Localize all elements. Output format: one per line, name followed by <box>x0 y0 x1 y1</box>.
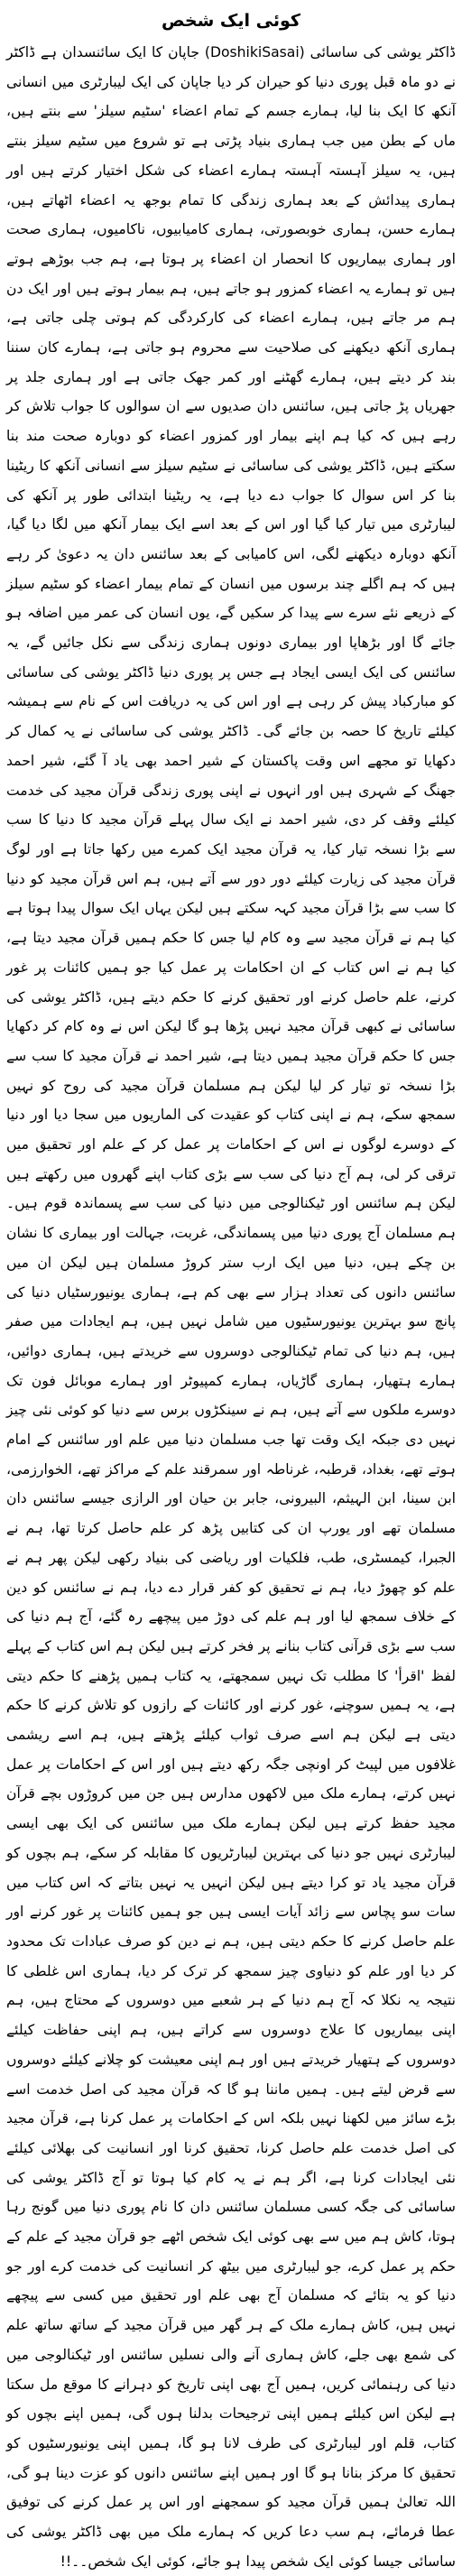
article-body: ڈاکٹر یوشی کی ساسائی (DoshikiSasai) جاپان کا ایک سائنسدان ہے ڈاکٹر نے دو ماہ قبل پوری دنیا کو حیران کر دیا جاپان کی ایک لیبارٹری میں انسانی آنکھ کا ایک بنا لیا، ہمارے جسم کے تمام اعضاء 'سٹیم سیلز' سے بنتے ہیں، ماں کے بطن میں جب ہماری بنیاد پڑتی ہے تو شروع میں سٹیم سیلز بنتے ہیں، یہ سیلز آہستہ آہستہ ہمارے اعضاء کی شکل اختیار کرتے ہیں اور ہماری پیدائش کے بعد ہماری زندگی کا تمام بوجھ یہ اعضاء اٹھاتے ہیں، ہمارے حسن، ہماری خوبصورتی، ہماری کامیابیوں، ناکامیوں، ہماری صحت اور ہماری بیماریوں کا انحصار ان اعضاء پر ہوتا ہے، ہم جب بوڑھے ہوتے ہیں تو ہمارے یہ اعضاء کمزور ہو جاتے ہیں، ہم بیمار ہوتے ہیں اور ایک دن ہم مر جاتے ہیں، ہمارے اعضاء کی کارکردگی کم ہوتی چلی جاتی ہے، ہماری آنکھ دیکھنے کی صلاحیت سے محروم ہو جاتی ہے، ہمارے کان سننا بند کر دیتے ہیں، ہمارے گھٹنے اور کمر جھک جاتی ہے اور ہماری جلد پر جھریاں پڑ جاتی ہیں، سائنس دان صدیوں سے ان سوالوں کا جواب تلاش کر رہے ہیں کہ کیا ہم اپنے بیمار اور کمزور اعضاء کو دوبارہ صحت مند بنا سکتے ہیں، ڈاکٹر یوشی کی ساسائی نے سٹیم سیلز سے انسانی آنکھ کا ریٹینا بنا کر اس سوال کا جواب دے دیا ہے، یہ ریٹینا ابتدائی طور پر آنکھ کی لیبارٹری میں تیار کیا گیا اور اس کے بعد اسے ایک بیمار آنکھ میں لگا دیا گیا، آنکھ دوبارہ دیکھنے لگی، اس کامیابی کے بعد سائنس دان یہ دعویٰ کر رہے ہیں کہ ہم اگلے چند برسوں میں انسان کے تمام بیمار اعضاء کو سٹیم سیلز کے ذریعے نئے سرے سے پیدا کر سکیں گے، یوں انسان کی عمر میں اضافہ ہو جائے گا اور بڑھاپا اور بیماری دونوں ہماری زندگی سے نکل جائیں گے، یہ سائنس کی ایک ایسی ایجاد ہے جس پر پوری دنیا ڈاکٹر یوشی کی ساسائی کو مبارکباد پیش کر رہی ہے اور اس کی یہ دریافت اس کے نام سے ہمیشہ کیلئے تاریخ کا حصہ بن جائے گی۔ ڈاکٹر یوشی کی ساسائی نے یہ کمال کر دکھایا تو مجھے اس وقت پاکستان کے شیر احمد بھی یاد آ گئے، شیر احمد جھنگ کے شہری ہیں اور انہوں نے اپنی پوری زندگی قرآن مجید کی خدمت کیلئے وقف کر دی، شیر احمد نے ایک سال پہلے قرآن مجید کا دنیا کا سب سے بڑا نسخہ تیار کیا، یہ قرآن مجید ایک کمرے میں رکھا جاتا ہے اور لوگ قرآن مجید کی زیارت کیلئے دور دور سے آتے ہیں، ہم اس قرآن مجید کو دنیا کا سب سے بڑا قرآن مجید کہہ سکتے ہیں لیکن یہاں ایک سوال پیدا ہوتا ہے کیا ہم نے قرآن مجید سے وہ کام لیا جس کا حکم ہمیں قرآن مجید دیتا ہے، کیا ہم نے اس کتاب کے ان احکامات پر عمل کیا جو ہمیں کائنات پر غور کرنے، علم حاصل کرنے اور تحقیق کرنے کا حکم دیتے ہیں، ڈاکٹر یوشی کی ساسائی نے کبھی قرآن مجید نہیں پڑھا ہو گا لیکن اس نے وہ کام کر دکھایا جس کا حکم قرآن مجید ہمیں دیتا ہے، شیر احمد نے قرآن مجید کا سب سے بڑا نسخہ تو تیار کر لیا لیکن ہم مسلمان قرآن مجید کی روح کو نہیں سمجھ سکے، ہم نے اپنی کتاب کو عقیدت کی الماریوں میں سجا دیا اور دنیا کے دوسرے لوگوں نے اس کے احکامات پر عمل کر کے علم اور تحقیق میں ترقی کر لی، ہم آج دنیا کی سب سے بڑی کتاب اپنے گھروں میں رکھتے ہیں لیکن ہم سائنس اور ٹیکنالوجی میں دنیا کی سب سے پسماندہ قوم ہیں۔ ہم مسلمان آج پوری دنیا میں پسماندگی، غربت، جہالت اور بیماری کا نشان بن چکے ہیں، دنیا میں ایک ارب ستر کروڑ مسلمان ہیں لیکن ان میں سائنس دانوں کی تعداد ہزار سے بھی کم ہے، ہماری یونیورسٹیاں دنیا کی پانچ سو بہترین یونیورسٹیوں میں شامل نہیں ہیں، ہم ایجادات میں صفر ہیں، ہم دنیا کی تمام ٹیکنالوجی دوسروں سے خریدتے ہیں، ہماری دوائیں، ہمارے ہتھیار، ہماری گاڑیاں، ہمارے کمپیوٹر اور ہمارے موبائل فون تک دوسرے ملکوں سے آتے ہیں، ہم نے سینکڑوں برس سے دنیا کو کوئی نئی چیز نہیں دی جبکہ ایک وقت تھا جب مسلمان دنیا میں علم اور سائنس کے امام ہوتے تھے، بغداد، قرطبہ، غرناطہ اور سمرقند علم کے مراکز تھے، الخوارزمی، ابن سینا، ابن الہیثم، البیرونی، جابر بن حیان اور الرازی جیسے سائنس دان مسلمان تھے اور یورپ ان کی کتابیں پڑھ کر علم حاصل کرتا تھا، ہم نے الجبرا، کیمسٹری، طب، فلکیات اور ریاضی کی بنیاد رکھی لیکن پھر ہم نے علم کو چھوڑ دیا، ہم نے تحقیق کو کفر قرار دے دیا، ہم نے سائنس کو دین کے خلاف سمجھ لیا اور ہم علم کی دوڑ میں پیچھے رہ گئے، آج ہم دنیا کی سب سے بڑی قرآنی کتاب بنانے پر فخر کرتے ہیں لیکن ہم اس کتاب کے پہلے لفظ 'اقرأ' کا مطلب تک نہیں سمجھتے، یہ کتاب ہمیں پڑھنے کا حکم دیتی ہے، یہ ہمیں سوچنے، غور کرنے اور کائنات کے رازوں کو تلاش کرنے کا حکم دیتی ہے لیکن ہم اسے صرف ثواب کیلئے پڑھتے ہیں، ہم اسے ریشمی غلافوں میں لپیٹ کر اونچی جگہ رکھ دیتے ہیں اور اس کے احکامات پر عمل نہیں کرتے، ہمارے ملک میں لاکھوں مدارس ہیں جن میں کروڑوں بچے قرآن مجید حفظ کرتے ہیں لیکن ہمارے ملک میں سائنس کی ایک بھی ایسی لیبارٹری نہیں جو دنیا کی بہترین لیبارٹریوں کا مقابلہ کر سکے، ہم بچوں کو قرآن مجید یاد تو کرا دیتے ہیں لیکن انہیں یہ نہیں بتاتے کہ اس کتاب میں سات سو پچاس سے زائد آیات ایسی ہیں جو ہمیں کائنات پر غور کرنے اور علم حاصل کرنے کا حکم دیتی ہیں، ہم نے دین کو صرف عبادات تک محدود کر دیا اور علم کو دنیاوی چیز سمجھ کر ترک کر دیا، ہماری اس غلطی کا نتیجہ یہ نکلا کہ آج ہم دنیا کے ہر شعبے میں دوسروں کے محتاج ہیں، ہم اپنی بیماریوں کا علاج دوسروں سے کراتے ہیں، ہم اپنی حفاظت کیلئے دوسروں کے ہتھیار خریدتے ہیں اور ہم اپنی معیشت کو چلانے کیلئے دوسروں سے قرض لیتے ہیں۔ ہمیں ماننا ہو گا کہ قرآن مجید کی اصل خدمت اسے بڑے سائز میں لکھنا نہیں بلکہ اس کے احکامات پر عمل کرنا ہے، قرآن مجید کی اصل خدمت علم حاصل کرنا، تحقیق کرنا اور انسانیت کی بھلائی کیلئے نئی ایجادات کرنا ہے، اگر ہم نے یہ کام کیا ہوتا تو آج ڈاکٹر یوشی کی ساسائی کی جگہ کسی مسلمان سائنس دان کا نام پوری دنیا میں گونج رہا ہوتا، کاش ہم میں سے بھی کوئی ایک شخص اٹھے جو قرآن مجید کے علم کے حکم پر عمل کرے، جو لیبارٹری میں بیٹھ کر انسانیت کی خدمت کرے اور جو دنیا کو یہ بتائے کہ مسلمان آج بھی علم اور تحقیق میں کسی سے پیچھے نہیں ہیں، کاش ہمارے ملک کے ہر گھر میں قرآن مجید کے ساتھ ساتھ علم کی شمع بھی جلے، کاش ہماری آنے والی نسلیں سائنس اور ٹیکنالوجی میں دنیا کی رہنمائی کریں، ہمیں آج بھی اپنی تاریخ کو دہرانے کا موقع مل سکتا ہے لیکن اس کیلئے ہمیں اپنی ترجیحات بدلنا ہوں گی، ہمیں اپنے بچوں کو کتاب، قلم اور لیبارٹری کی طرف لانا ہو گا، ہمیں اپنی یونیورسٹیوں کو تحقیق کا مرکز بنانا ہو گا اور ہمیں اپنے سائنس دانوں کو عزت دینا ہو گی، اللہ تعالیٰ ہمیں قرآن مجید کو سمجھنے اور اس پر عمل کرنے کی توفیق عطا فرمائے، ہم سب دعا کریں کہ ہمارے ملک میں بھی ڈاکٹر یوشی کی ساسائی جیسا کوئی ایک شخص پیدا ہو جائے، کوئی ایک شخص۔۔!! <box>6 44 456 2570</box>
article-title: کوئی ایک شخص <box>162 11 300 31</box>
